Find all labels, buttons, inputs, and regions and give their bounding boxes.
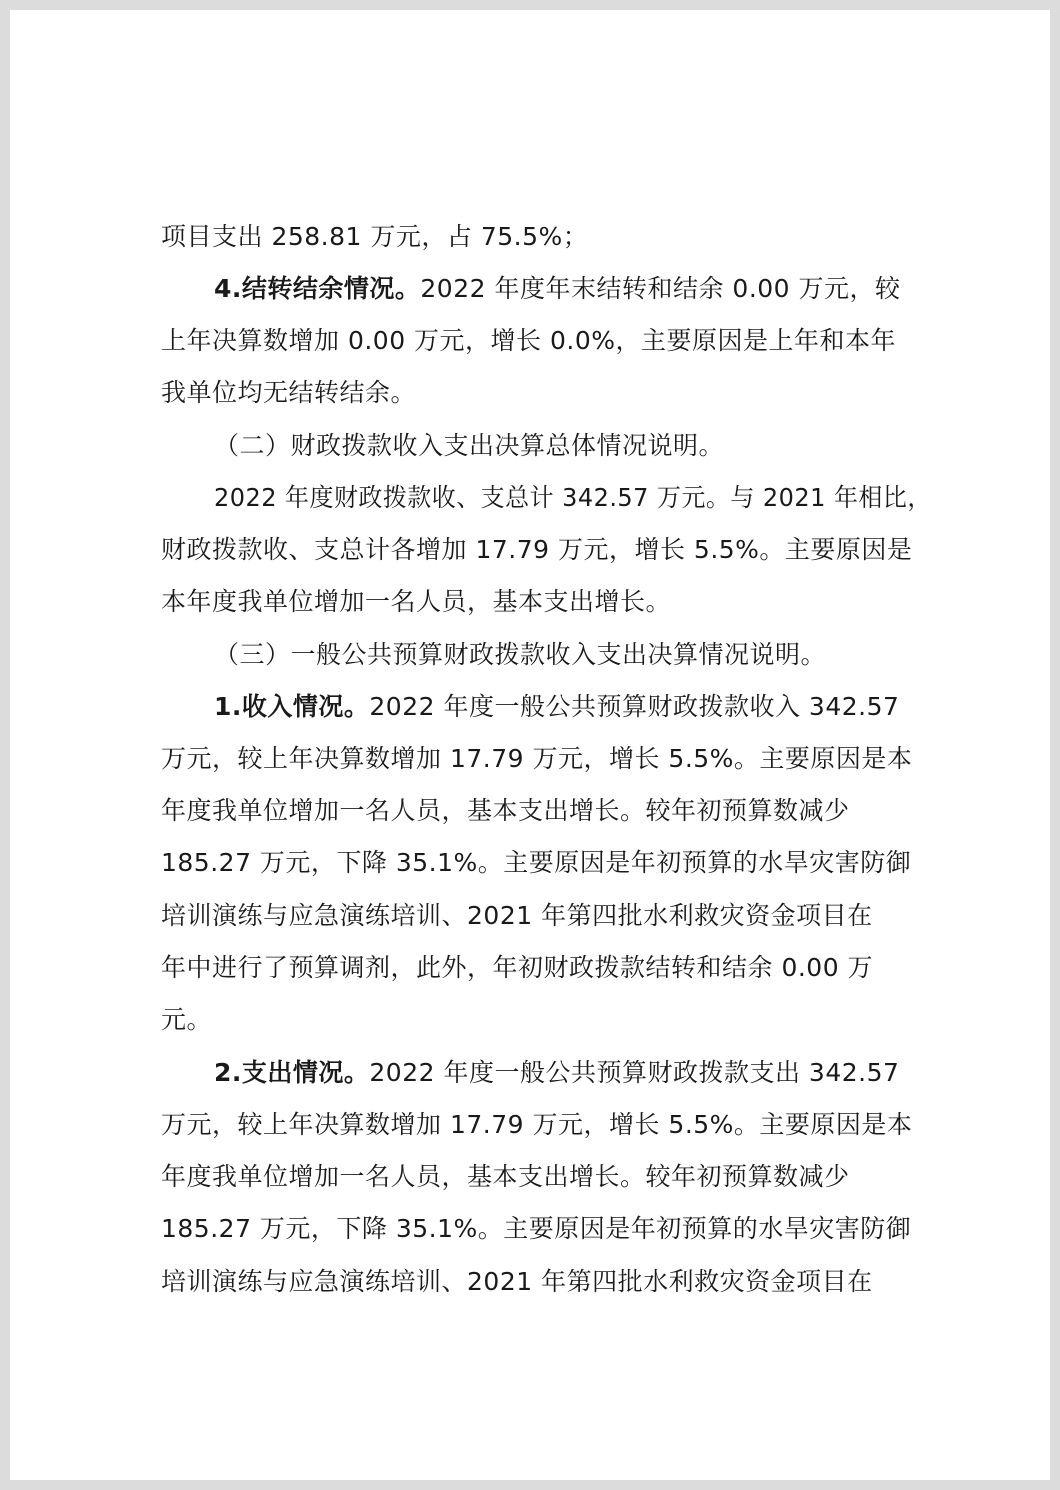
paragraph-line: 2022 年度财政拨款收、支总计 342.57 万元。与 2021 年相比， bbox=[214, 483, 932, 512]
paragraph-line: 万元，较上年决算数增加 17.79 万元，增长 5.5%。主要原因是本 bbox=[161, 744, 913, 773]
paragraph-line: 项目支出 258.81 万元，占 75.5%； bbox=[161, 222, 589, 251]
paragraph-line: 培训演练与应急演练培训、2021 年第四批水利救灾资金项目在 bbox=[161, 901, 873, 930]
subsection-title: （二）财政拨款收入支出决算总体情况说明。 bbox=[214, 431, 725, 460]
paragraph-line: 财政拨款收、支总计各增加 17.79 万元，增长 5.5%。主要原因是 bbox=[161, 535, 913, 564]
paragraph-line bbox=[214, 269, 931, 309]
paragraph-line: 我单位均无结转结余。 bbox=[161, 378, 417, 407]
paragraph-text: 2022 年度年末结转和结余 0.00 万元，较 bbox=[420, 274, 901, 303]
paragraph-line: 本年度我单位增加一名人员，基本支出增长。 bbox=[161, 587, 672, 616]
paragraph-text: 2022 年度一般公共预算财政拨款支出 342.57 bbox=[369, 1058, 900, 1087]
paragraph-line: 培训演练与应急演练培训、2021 年第四批水利救灾资金项目在 bbox=[161, 1267, 873, 1296]
section-heading: 2.支出情况。 bbox=[214, 1058, 370, 1087]
paragraph-line: 185.27 万元，下降 35.1%。主要原因是年初预算的水旱灾害防御 bbox=[161, 1214, 912, 1243]
paragraph-line: 万元，较上年决算数增加 17.79 万元，增长 5.5%。主要原因是本 bbox=[161, 1110, 913, 1139]
document-page bbox=[10, 10, 1050, 1480]
paragraph-line: 185.27 万元，下降 35.1%。主要原因是年初预算的水旱灾害防御 bbox=[161, 848, 912, 877]
paragraph-text: 2022 年度一般公共预算财政拨款收入 342.57 bbox=[369, 692, 900, 721]
paragraph-line: 年度我单位增加一名人员，基本支出增长。较年初预算数减少 bbox=[161, 1162, 850, 1191]
section-heading: 1.收入情况。 bbox=[214, 692, 370, 721]
paragraph-line: 年中进行了预算调剂，此外，年初财政拨款结转和结余 0.00 万 bbox=[161, 953, 874, 982]
paragraph-line: 元。 bbox=[161, 1005, 213, 1034]
paragraph-line bbox=[214, 1053, 931, 1093]
paragraph-line bbox=[214, 687, 931, 727]
paragraph-line: 上年决算数增加 0.00 万元，增长 0.0%，主要原因是上年和本年 bbox=[161, 326, 897, 355]
paragraph-line: 年度我单位增加一名人员，基本支出增长。较年初预算数减少 bbox=[161, 796, 850, 825]
section-heading: 4.结转结余情况。 bbox=[214, 274, 421, 303]
subsection-title: （三）一般公共预算财政拨款收入支出决算情况说明。 bbox=[214, 640, 827, 669]
